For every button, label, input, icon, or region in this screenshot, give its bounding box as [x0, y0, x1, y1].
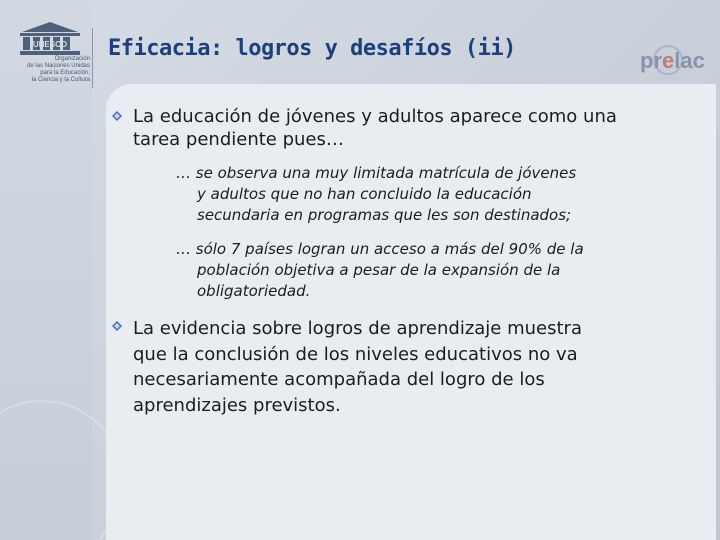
text-line: que la conclusión de los niveles educativos no va: [133, 343, 578, 365]
sub-bullet-1: [176, 163, 576, 226]
unesco-logo-text: UNESCO: [32, 40, 68, 49]
text-line: La educación de jóvenes y adultos aparece como una: [133, 106, 617, 127]
text-line: … se observa una muy limitada matrícula de jóvenes: [176, 164, 577, 182]
org-line: de las Naciones Unidas: [26, 63, 90, 69]
prelac-logo-graphic: [636, 40, 708, 80]
bullet-text-2: [133, 316, 582, 418]
diamond-bullet-icon: [112, 111, 122, 121]
content-panel: [106, 84, 716, 540]
text-line: La evidencia sobre logros de aprendizaje muestra: [133, 318, 582, 339]
org-line: para la Educación,: [40, 70, 90, 76]
bullet-text-1: [133, 105, 617, 151]
text-line: población objetiva a pesar de la expansión de la: [197, 261, 561, 279]
slide-title: Eficacia: logros y desafíos (ii): [108, 36, 516, 61]
text-line: obligatoriedad.: [197, 282, 311, 300]
sub-bullet-2: [176, 239, 584, 302]
text-line: aprendizajes previstos.: [133, 394, 341, 416]
unesco-logo: [10, 22, 90, 60]
text-line: y adultos que no han concluido la educación: [197, 185, 532, 203]
org-line: Organización: [54, 56, 90, 62]
unesco-temple-icon: [10, 22, 90, 56]
org-line: la Ciencia y la Cultura: [31, 77, 90, 83]
svg-text:prelac: prelac: [640, 48, 705, 73]
text-line: … sólo 7 países logran un acceso a más del 90% de la: [176, 240, 584, 258]
unesco-org-name: [2, 56, 90, 84]
text-line: tarea pendiente pues…: [133, 129, 344, 150]
header-divider: [92, 28, 93, 88]
text-line: secundaria en programas que les son destinados;: [197, 206, 572, 224]
diamond-bullet-icon: [112, 321, 122, 331]
prelac-logo: [636, 40, 708, 84]
text-line: necesariamente acompañada del logro de los: [133, 369, 545, 390]
